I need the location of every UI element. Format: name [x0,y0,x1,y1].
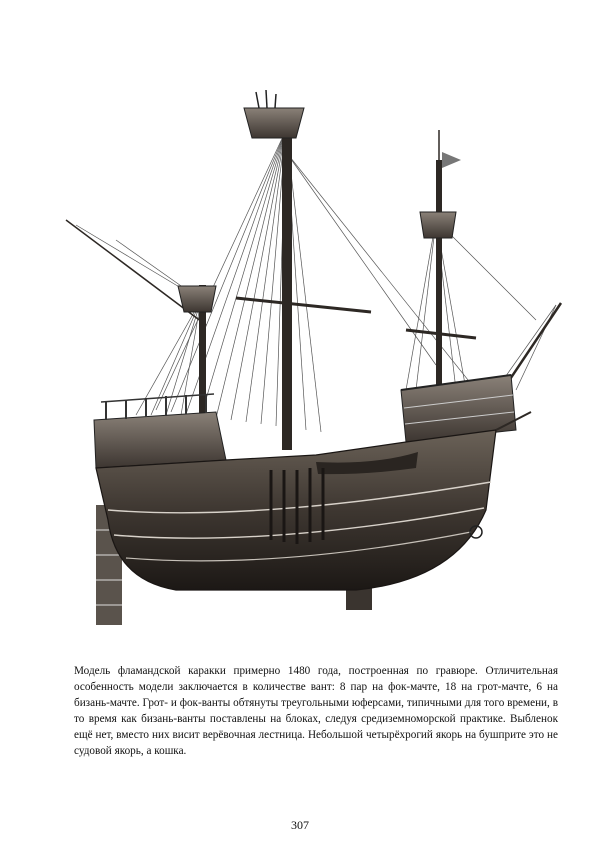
forecastle [94,394,226,468]
page-number: 307 [291,818,309,832]
aftercastle [401,375,516,442]
figure-caption: Модель фламандской каракки примерно 1480 года, построенная по гравюре. Отличительная особенность модели заключается в количестве вант: 8 пар на фок-мачте, 18 на грот-мачте, 6 на бизань-мачте. Грот- и фок-ванты обтянуты треугольными юферсами, типичными для того времени, в то время как бизань-ванты поставлены на блоках, следуя средиземноморской практике. Выбленок ещё нет, вместо них висит верёвочная лестница. Небольшой четырёхрогий якорь на бушприте это не судовой якорь, а кошка. [74,665,558,758]
fighting-tops [178,90,456,312]
ship-photo [56,90,576,635]
